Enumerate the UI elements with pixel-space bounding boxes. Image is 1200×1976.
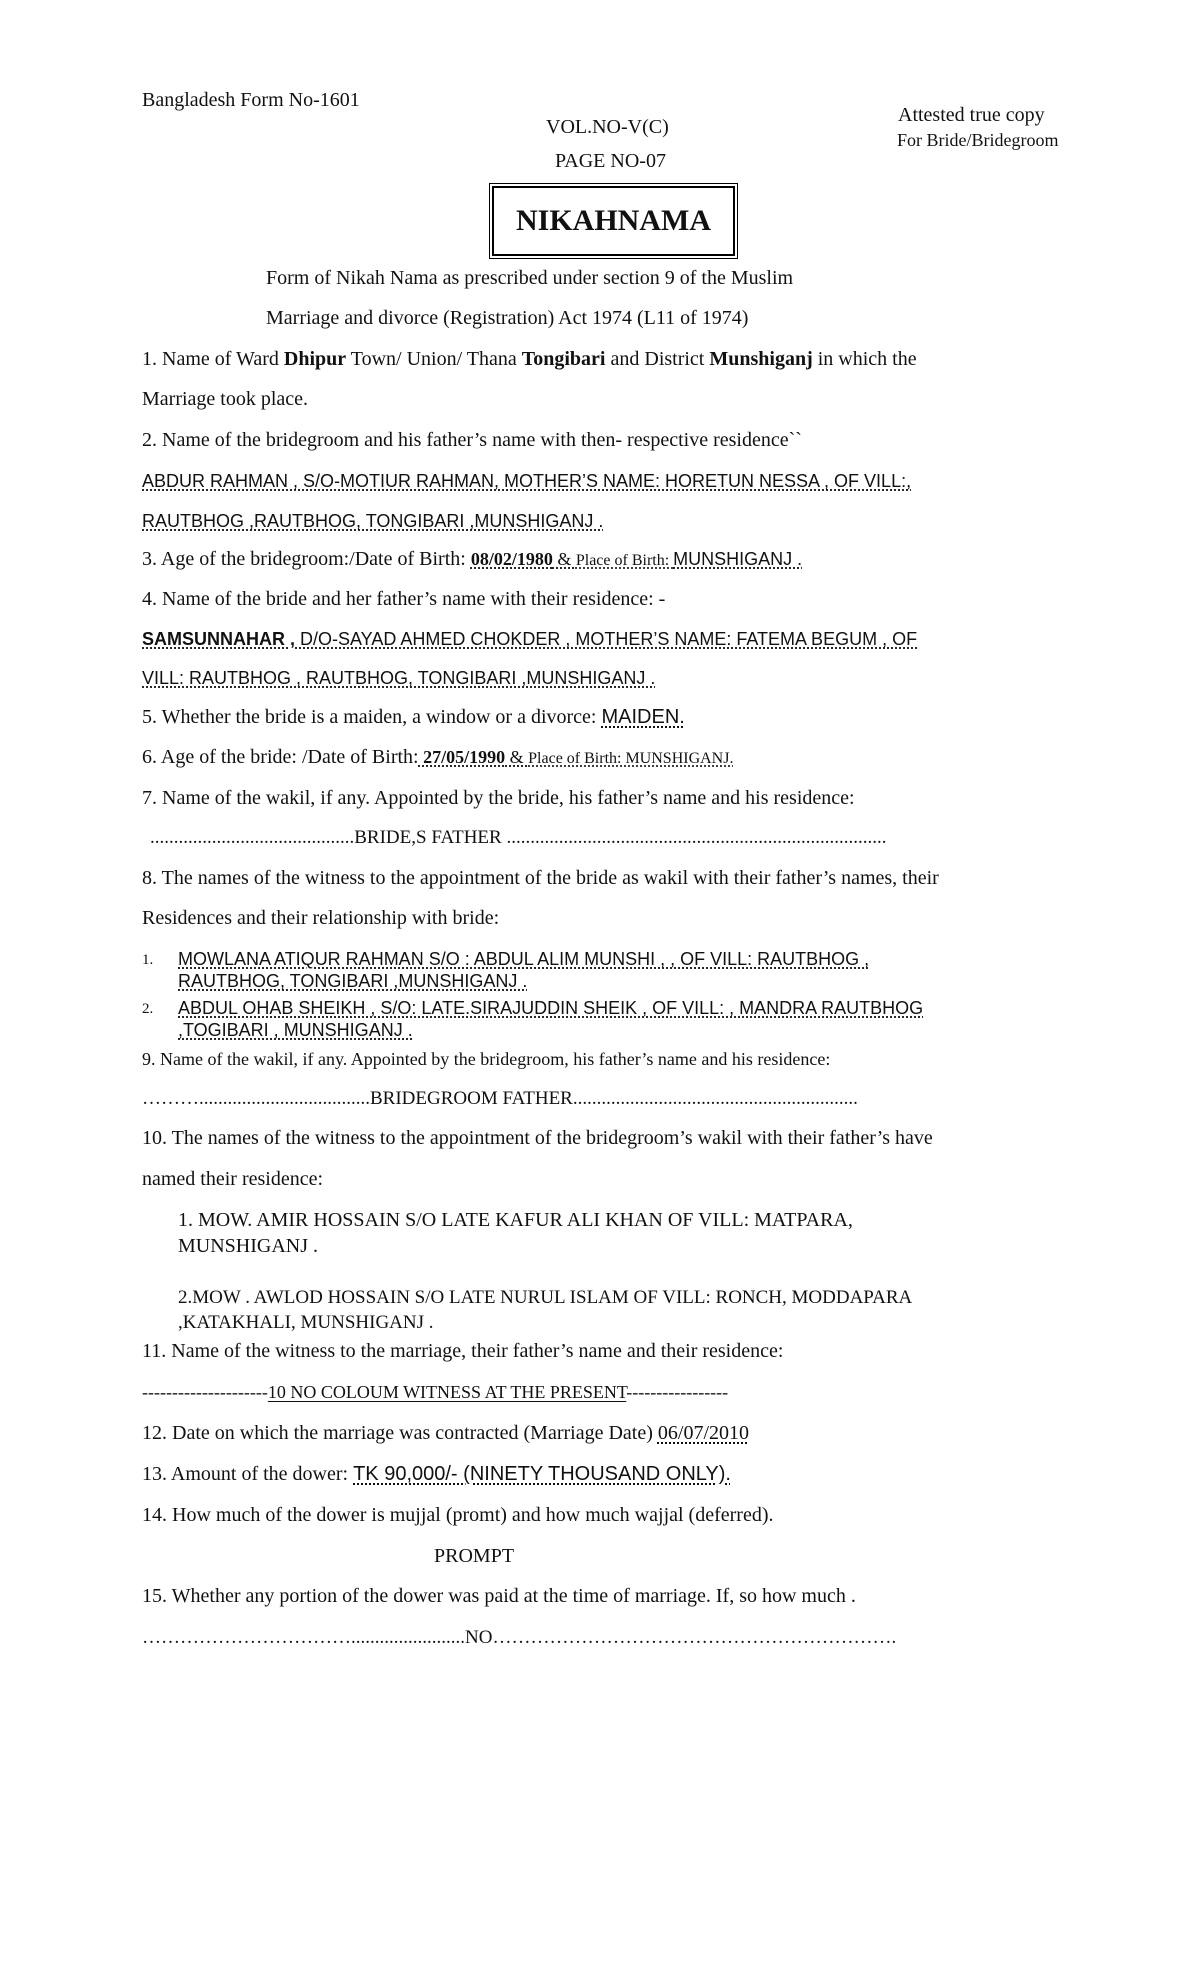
groom-witness-2-line-2: ,KATAKHALI, MUNSHIGANJ . <box>178 1312 434 1333</box>
item-1-post: in which the <box>812 348 917 370</box>
item-9-label: 9. Name of the wakil, if any. Appointed by the bridegroom, his father’s name and his residence: <box>142 1049 831 1069</box>
groom-witness-1-line-2: MUNSHIGANJ . <box>178 1235 319 1257</box>
bride-witness-1-line-2: RAUTBHOG, TONGIBARI ,MUNSHIGANJ . <box>178 971 528 991</box>
item-11-value-line <box>142 1382 728 1403</box>
district-name: Munshiganj <box>709 348 813 370</box>
item-10-label-2: named their residence: <box>142 1168 324 1190</box>
item-11-dash-left: --------------------- <box>142 1382 268 1402</box>
attested-for: For Bride/Bridegroom <box>897 130 1059 150</box>
bride-witness-1-line-1: MOWLANA ATIQUR RAHMAN S/O : ABDUL ALIM MUNSHI , , OF VILL: RAUTBHOG , <box>178 949 870 969</box>
groom-witness-1-line-1: 1. MOW. AMIR HOSSAIN S/O LATE KAFUR ALI KHAN OF VILL: MATPARA, <box>178 1209 853 1231</box>
bride-status: MAIDEN. <box>601 706 685 728</box>
form-number: Bangladesh Form No-1601 <box>142 89 360 111</box>
item-1-mid2: and District <box>605 348 710 370</box>
bridegroom-details-2: RAUTBHOG ,RAUTBHOG, TONGIBARI ,MUNSHIGANJ . <box>142 511 604 531</box>
item-11-label: 11. Name of the witness to the marriage, their father’s name and their residence: <box>142 1340 784 1362</box>
bride-details-2: VILL: RAUTBHOG , RAUTBHOG, TONGIBARI ,MUNSHIGANJ . <box>142 668 656 688</box>
item-8-label-2: Residences and their relationship with bride: <box>142 907 500 929</box>
dower-amount: TK 90,000/- (NINETY THOUSAND ONLY). <box>353 1463 731 1485</box>
item-13-label: 13. Amount of the dower: <box>142 1463 354 1485</box>
bridegroom-wakil: ………....................................BRIDEGROOM FATHER............................................................ <box>142 1088 858 1109</box>
item-3-pob-label: Place of Birth: <box>575 552 674 569</box>
item-3-label: 3. Age of the bridegroom:/Date of Birth: <box>142 548 471 570</box>
intro-line-2: Marriage and divorce (Registration) Act 1974 (L11 of 1974) <box>266 307 749 329</box>
witness-2-number: 2. <box>142 1001 154 1017</box>
ward-name: Dhipur <box>283 348 347 370</box>
item-12-line <box>142 1422 749 1445</box>
item-6-line <box>142 746 733 769</box>
marriage-date: 06/07/2010 <box>657 1422 750 1444</box>
item-2-label: 2. Name of the bridegroom and his father’s name with then- respective residence`` <box>142 429 802 451</box>
document-title: NIKAHNAMA <box>492 186 735 256</box>
item-6-amp: & <box>505 747 529 767</box>
intro-line-1: Form of Nikah Nama as prescribed under section 9 of the Muslim <box>266 267 794 289</box>
bride-details-1 <box>142 629 917 650</box>
volume-number: VOL.NO-V(C) <box>546 116 669 138</box>
item-10-label-1: 10. The names of the witness to the appointment of the bridegroom’s wakil with their father’s have <box>142 1127 933 1149</box>
item-12-label: 12. Date on which the marriage was contracted (Marriage Date) <box>142 1422 658 1444</box>
bride-name: SAMSUNNAHAR , <box>142 629 295 649</box>
groom-witness-2-line-1: 2.MOW . AWLOD HOSSAIN S/O LATE NURUL ISLAM OF VILL: RONCH, MODDAPARA <box>178 1287 913 1308</box>
item-3-amp: & <box>552 549 576 569</box>
bridegroom-dob: 08/02/1980 <box>470 549 553 569</box>
item-3-line <box>142 548 802 571</box>
item-1-mid1: Town/ Union/ Thana <box>346 348 522 370</box>
item-8-label-1: 8. The names of the witness to the appointment of the bride as wakil with their father’s names, their <box>142 867 939 889</box>
item-1-line <box>142 348 917 371</box>
dower-type: PROMPT <box>434 1545 515 1567</box>
bride-witness-2-line-1: ABDUL OHAB SHEIKH , S/O: LATE.SIRAJUDDIN SHEIK , OF VILL: , MANDRA RAUTBHOG <box>178 998 924 1018</box>
item-15-label: 15. Whether any portion of the dower was paid at the time of marriage. If, so how much . <box>142 1585 856 1607</box>
bride-witness-2-line-2: ,TOGIBARI , MUNSHIGANJ . <box>178 1020 413 1040</box>
marriage-witness: 10 NO COLOUM WITNESS AT THE PRESENT <box>267 1382 627 1402</box>
item-1-line-2: Marriage took place. <box>142 388 309 410</box>
item-4-label: 4. Name of the bride and her father’s name with their residence: - <box>142 588 666 610</box>
item-5-label: 5. Whether the bride is a maiden, a window or a divorce: <box>142 706 602 728</box>
bride-dob: 27/05/1990 <box>418 747 506 767</box>
bridegroom-details-1: ABDUR RAHMAN , S/O-MOTIUR RAHMAN, MOTHER’S NAME: HORETUN NESSA , OF VILL:, <box>142 471 912 491</box>
bride-pob: Place of Birth: MUNSHIGANJ. <box>528 750 734 767</box>
item-6-label: 6. Age of the bride: /Date of Birth: <box>142 746 419 768</box>
item-11-dash-right: ----------------- <box>626 1382 729 1402</box>
bridegroom-pob: MUNSHIGANJ . <box>673 549 803 569</box>
item-14-label: 14. How much of the dower is mujjal (promt) and how much wajjal (deferred). <box>142 1504 774 1526</box>
item-7-label: 7. Name of the wakil, if any. Appointed by the bride, his father’s name and his residence: <box>142 787 855 809</box>
dower-paid: ……………………………........................NO………………………………………………………. <box>142 1627 897 1648</box>
thana-name: Tongibari <box>521 348 606 370</box>
bride-details-1-rest: D/O-SAYAD AHMED CHOKDER , MOTHER’S NAME: FATEMA BEGUM , OF <box>295 629 918 649</box>
attested-label: Attested true copy <box>898 104 1045 126</box>
item-1-pre: 1. Name of Ward <box>142 348 284 370</box>
bride-wakil: ...........................................BRIDE,S FATHER ................................................................................ <box>150 827 887 848</box>
item-13-line <box>142 1463 731 1486</box>
item-5-line <box>142 706 685 729</box>
witness-1-number: 1. <box>142 952 154 968</box>
page-number: PAGE NO-07 <box>555 150 666 172</box>
